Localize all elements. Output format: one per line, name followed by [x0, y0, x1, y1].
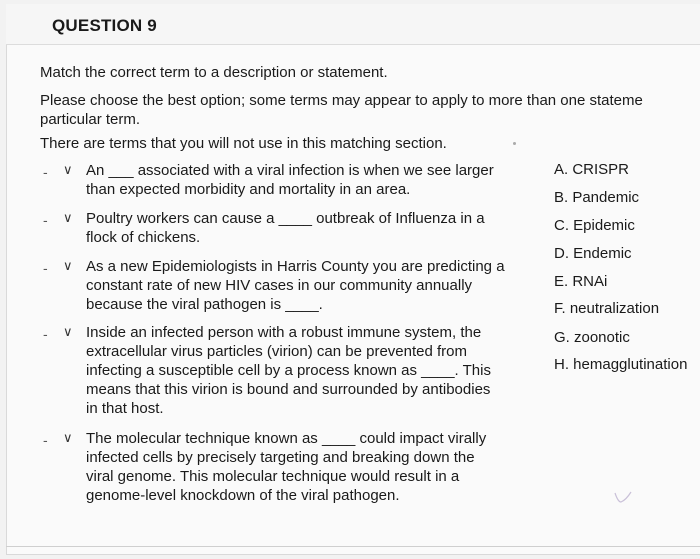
chevron-down-icon: ∨ [63, 258, 73, 273]
statement-5 [86, 429, 536, 505]
chevron-down-icon: ∨ [63, 324, 73, 339]
instruction-line-4: There are terms that you will not use in this matching section. [40, 135, 447, 152]
statement-line: The molecular technique known as ____ could impact virally [86, 430, 487, 447]
chevron-down-icon: ∨ [63, 430, 73, 445]
match-select-3[interactable] [39, 259, 85, 279]
match-select-5[interactable] [39, 431, 85, 451]
question-title: QUESTION 9 [52, 16, 157, 35]
statement-line: Inside an infected person with a robust immune system, the [86, 324, 482, 341]
statement-line: infected cells by precisely targeting and breaking down the [86, 449, 475, 466]
statement-line: in that host. [86, 400, 164, 417]
select-dash: - [43, 212, 48, 228]
panel-divider [6, 546, 700, 547]
stray-mark [513, 142, 516, 145]
statement-line: Poultry workers can cause a ____ outbreak of Influenza in a [86, 210, 485, 227]
statement-line: viral genome. This molecular technique would result in a [86, 468, 460, 485]
option-f: F. neutralization [554, 300, 660, 317]
select-dash: - [43, 260, 48, 276]
statement-line: infecting a susceptible cell by a process known as ____. This [86, 362, 491, 379]
option-d: D. Endemic [554, 245, 632, 262]
match-select-2[interactable] [39, 211, 85, 231]
statement-line: flock of chickens. [86, 229, 201, 246]
statement-line: As a new Epidemiologists in Harris County you are predicting a [86, 258, 505, 275]
chevron-down-icon: ∨ [63, 210, 73, 225]
option-g: G. zoonotic [554, 329, 630, 346]
statement-1 [86, 161, 536, 199]
statement-line: constant rate of new HIV cases in our community annually [86, 277, 473, 294]
option-h: H. hemagglutination [554, 356, 688, 373]
match-select-4[interactable] [39, 325, 85, 345]
statement-4 [86, 323, 536, 418]
instruction-line-3: particular term. [40, 111, 141, 128]
select-dash: - [43, 326, 48, 342]
instruction-line-2: Please choose the best option; some terms may appear to apply to more than one stateme [40, 92, 643, 109]
statement-line: because the viral pathogen is ____. [86, 296, 323, 313]
pen-mark-icon [612, 488, 634, 506]
statement-2 [86, 209, 536, 247]
chevron-down-icon: ∨ [63, 162, 73, 177]
statement-line: extracellular virus particles (virion) can be prevented from [86, 343, 467, 360]
select-dash: - [43, 164, 48, 180]
statement-line: An ___ associated with a viral infection is when we see larger [86, 162, 494, 179]
statement-line: genome-level knockdown of the viral pathogen. [86, 487, 400, 504]
statement-3 [86, 257, 536, 314]
statement-line: than expected morbidity and mortality in an area. [86, 181, 411, 198]
option-c: C. Epidemic [554, 217, 635, 234]
instruction-line-1: Match the correct term to a description or statement. [40, 64, 388, 81]
option-e: E. RNAi [554, 273, 608, 290]
option-b: B. Pandemic [554, 189, 640, 206]
match-select-1[interactable] [39, 163, 85, 183]
option-a: A. CRISPR [554, 161, 630, 178]
statement-line: means that this virion is bound and surrounded by antibodies [86, 381, 491, 398]
select-dash: - [43, 432, 48, 448]
